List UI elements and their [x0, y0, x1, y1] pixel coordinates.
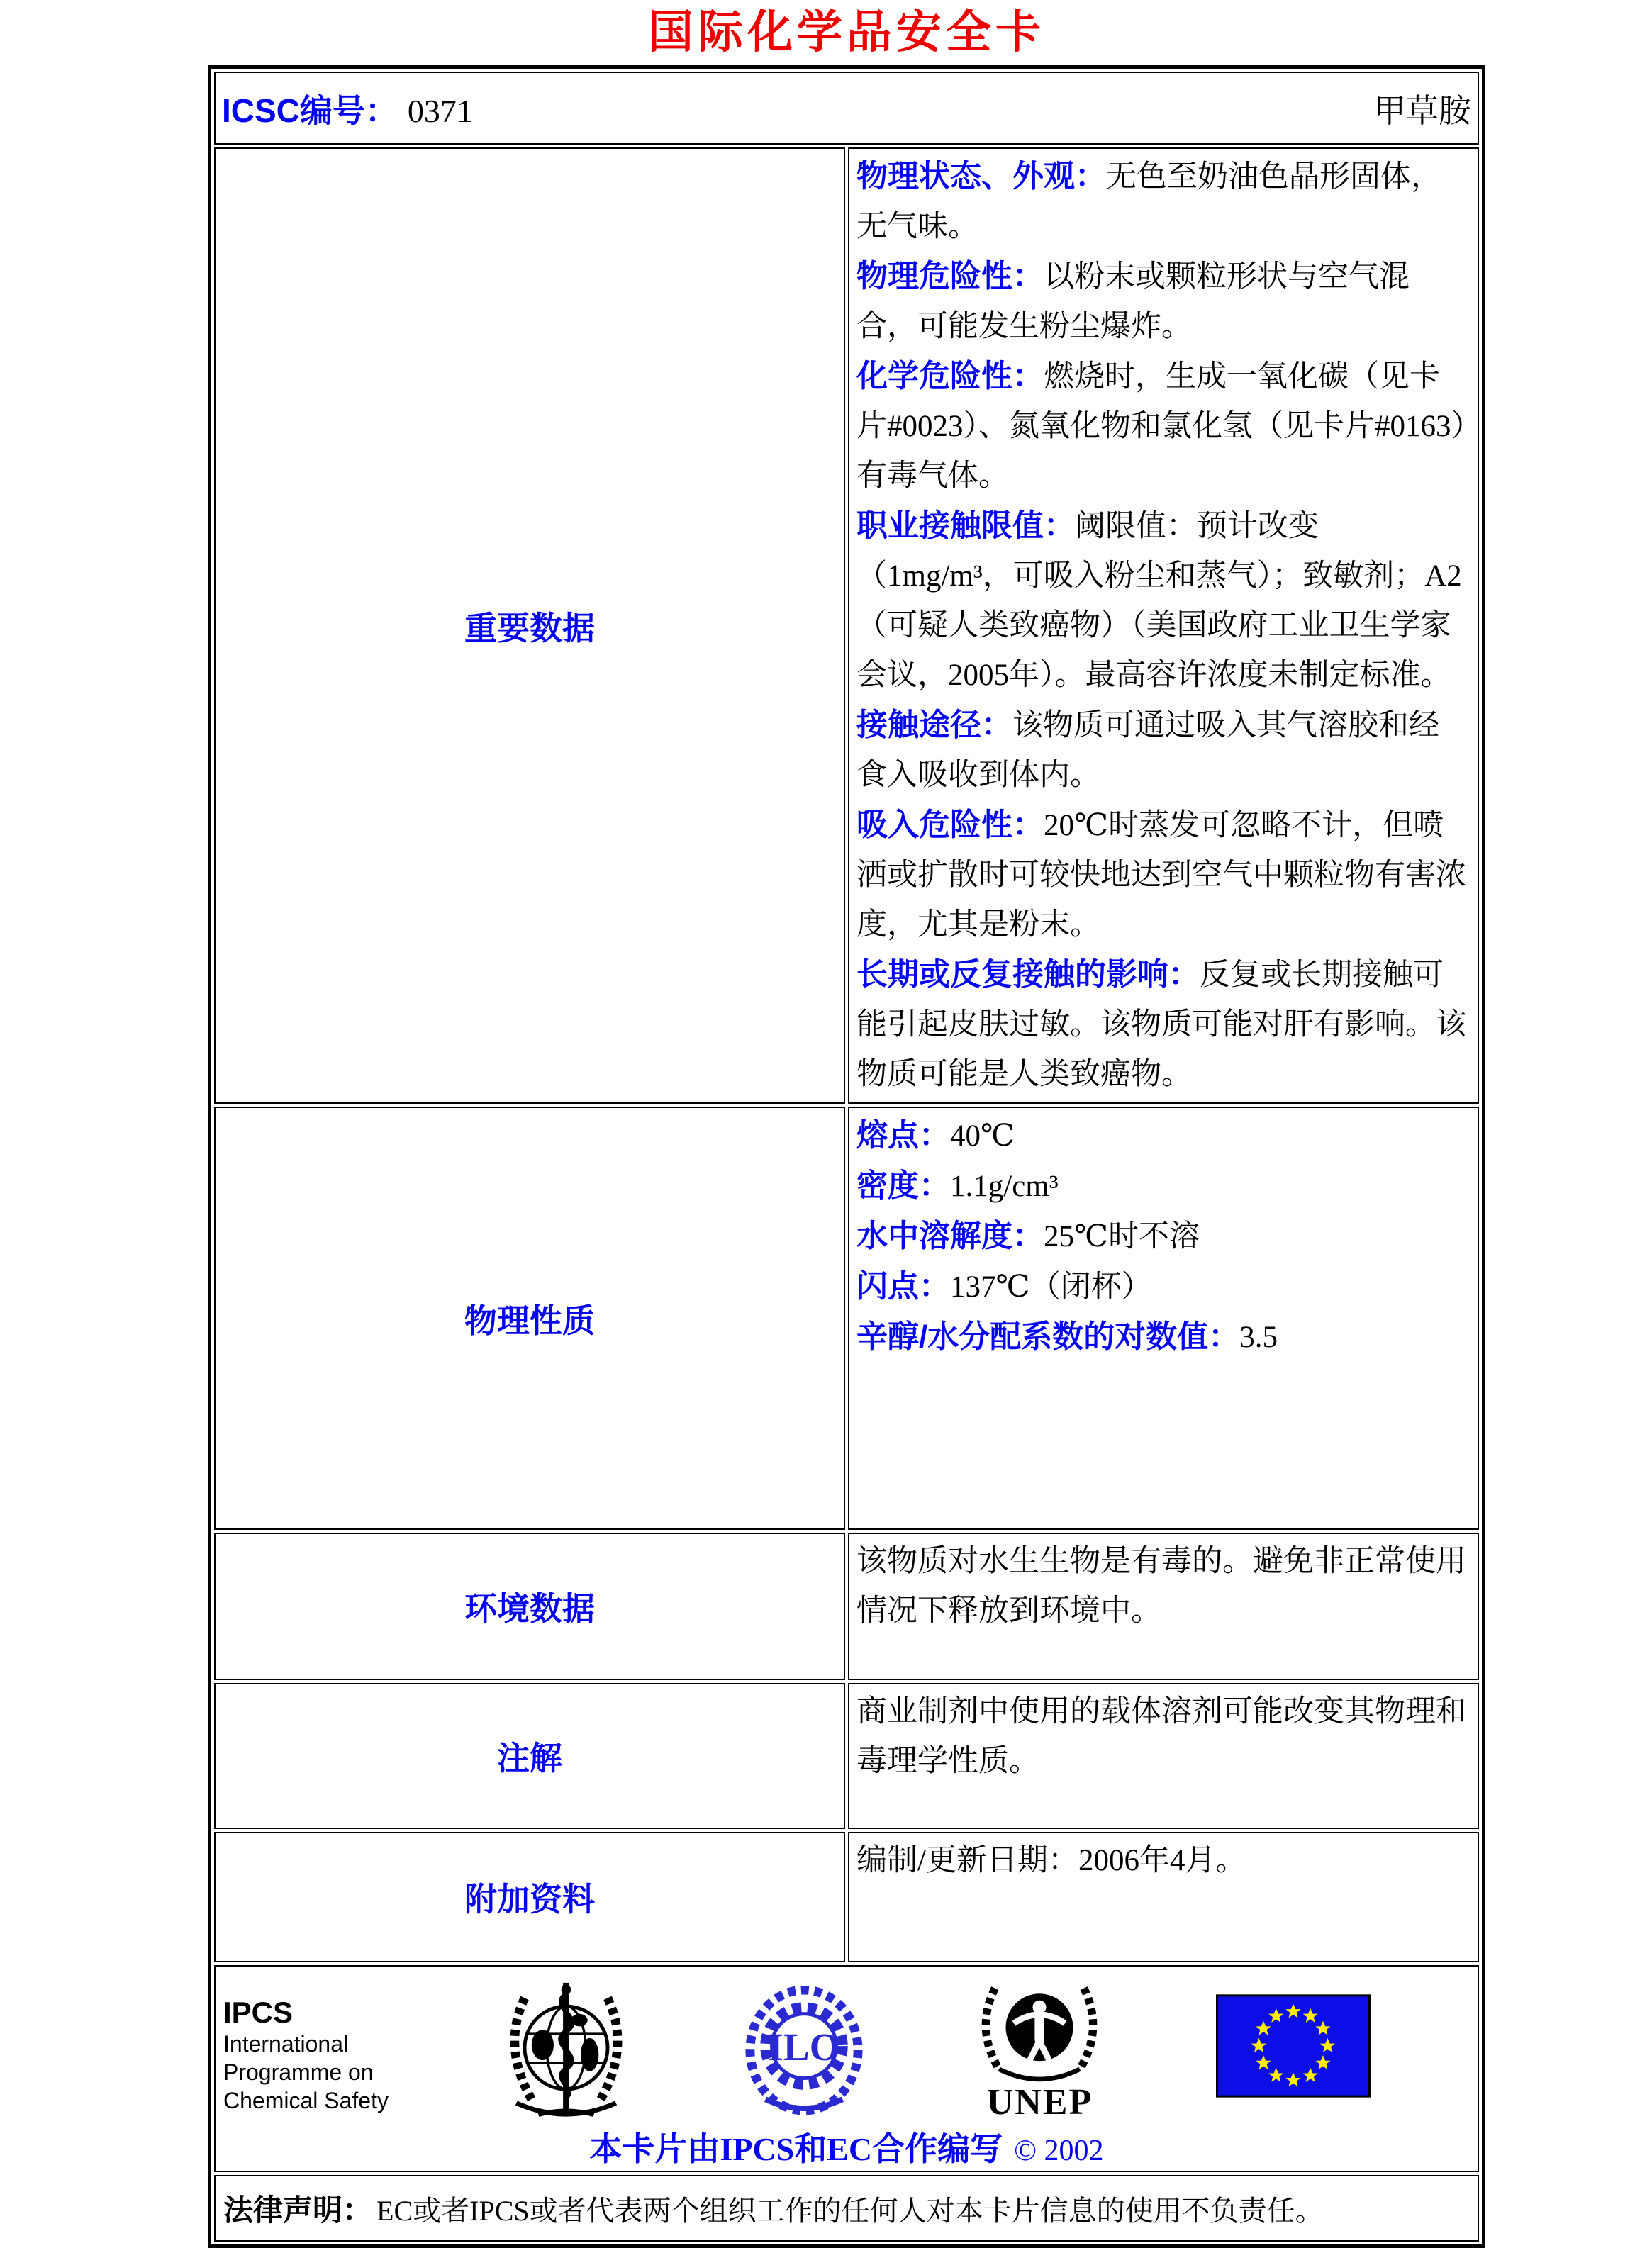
environmental-data-label-cell [214, 1533, 845, 1680]
important-data-item: 物理危险性：以粉末或颗粒形状与空气混合，可能发生粉尘爆炸。 [856, 259, 1410, 343]
credit-line [216, 2123, 1477, 2170]
environmental-data-content-cell [848, 1533, 1479, 1680]
additional-info-row [214, 1832, 1479, 1962]
notes-row [214, 1683, 1479, 1829]
physical-property-item: 闪点：137℃（闭杯） [856, 1269, 1152, 1304]
icsc-number-label: ICSC编号： [222, 91, 398, 129]
icsc-table [208, 65, 1485, 2248]
icsc-number-group [222, 85, 473, 132]
physical-properties-row [214, 1107, 1479, 1530]
environmental-data-row [214, 1533, 1479, 1680]
physical-property-item: 水中溶解度：25℃时不溶 [856, 1219, 1200, 1253]
physical-property-item: 熔点：40℃ [856, 1118, 1015, 1153]
environmental-data-text: 该物质对水生生物是有毒的。避免非正常使用情况下释放到环境中。 [856, 1545, 1466, 1628]
legal-text: EC或者IPCS或者代表两个组织工作的任何人对本卡片信息的使用不负责任。 [376, 2194, 1324, 2227]
section-label: 物理性质 [464, 1302, 595, 1339]
header-row [214, 72, 1479, 145]
section-label: 附加资料 [464, 1881, 595, 1918]
unep-logo-block [972, 1980, 1107, 2122]
header-cell [214, 72, 1479, 145]
section-label: 环境数据 [464, 1590, 595, 1627]
important-data-item: 职业接触限值：阈限值：预计改变（1mg/m³，可吸入粉尘和蒸气）；致敏剂；A2（可疑人类致癌物）（美国政府工业卫生学家会议，2005年）。最高容许浓度未制定标准。 [856, 508, 1462, 692]
notes-text: 商业制剂中使用的载体溶剂可能改变其物理和毒理学性质。 [856, 1695, 1466, 1778]
ipcs-title: IPCS [223, 1996, 294, 2029]
notes-content-cell [848, 1683, 1479, 1829]
important-data-label-cell [214, 147, 845, 1104]
who-logo-icon [497, 1979, 635, 2120]
additional-info-content-cell [848, 1832, 1479, 1962]
unep-logo-icon [972, 1980, 1107, 2083]
logos-cell [214, 1965, 1479, 2172]
legal-cell [214, 2175, 1479, 2242]
important-data-item: 长期或反复接触的影响：反复或长期接触可能引起皮肤过敏。该物质可能对肝有影响。该物质可能是人类致癌物。 [856, 957, 1466, 1091]
ilo-logo-text: ILO [768, 2025, 840, 2069]
important-data-content-cell [848, 147, 1479, 1104]
logos-row [214, 1965, 1479, 2172]
important-data-item: 吸入危险性：20℃时蒸发可忽略不计，但喷洒或扩散时可较快地达到空气中颗粒物有害浓度，尤其是粉末。 [856, 807, 1466, 941]
notes-label-cell [214, 1683, 845, 1829]
important-data-item: 物理状态、外观：无色至奶油色晶形固体，无气味。 [856, 159, 1441, 243]
important-data-item: 化学危险性：燃烧时，生成一氧化碳（见卡片#0023）、氮氧化物和氯化氢（见卡片#0163）有毒气体。 [856, 359, 1466, 493]
section-label: 注解 [497, 1740, 562, 1777]
physical-property-item: 密度：1.1g/cm³ [856, 1168, 1059, 1203]
page-title: 国际化学品安全卡 [648, 7, 1045, 57]
ipcs-subtitle-line: Chemical Safety [223, 2088, 389, 2113]
chemical-name: 甲草胺 [1373, 92, 1471, 129]
important-data-item: 接触途径：该物质可通过吸入其气溶胶和经食入吸收到体内。 [856, 708, 1439, 792]
physical-properties-content-cell [848, 1107, 1479, 1530]
physical-properties-label-cell [214, 1107, 845, 1530]
legal-label: 法律声明： [223, 2193, 373, 2227]
eu-flag-icon [1216, 1994, 1371, 2098]
important-data-row [214, 147, 1479, 1104]
additional-info-text: 编制/更新日期：2006年4月。 [856, 1844, 1246, 1877]
icsc-number-value: 0371 [407, 92, 473, 129]
additional-info-label-cell [214, 1832, 845, 1962]
ipcs-text-block [223, 1996, 389, 2115]
credit-text: 本卡片由IPCS和EC合作编写 [589, 2131, 1003, 2167]
ipcs-subtitle-line: Programme on [223, 2059, 374, 2085]
section-label: 重要数据 [464, 609, 595, 647]
copyright-text: © 2002 [1014, 2135, 1104, 2167]
ipcs-subtitle-line: International [223, 2031, 349, 2057]
legal-row [214, 2175, 1479, 2242]
physical-property-item: 辛醇/水分配系数的对数值：3.5 [856, 1319, 1278, 1354]
ilo-logo-icon [744, 1986, 864, 2118]
unep-logo-text: UNEP [986, 2082, 1093, 2123]
